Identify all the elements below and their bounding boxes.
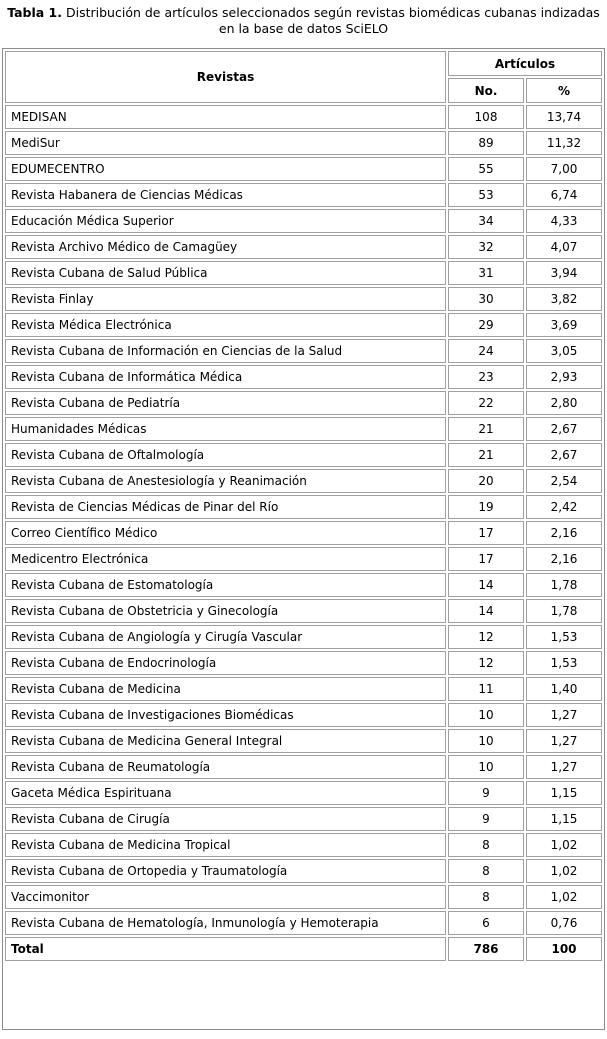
- table-row: [5, 625, 602, 649]
- cell-revista: Revista de Ciencias Médicas de Pinar del Río: [5, 495, 446, 519]
- cell-pct: 3,94: [526, 261, 602, 285]
- cell-no: 21: [448, 417, 524, 441]
- cell-no: 21: [448, 443, 524, 467]
- table-row: [5, 287, 602, 311]
- cell-revista: Medicentro Electrónica: [5, 547, 446, 571]
- cell-pct: 1,27: [526, 755, 602, 779]
- table-row: [5, 417, 602, 441]
- table-row: [5, 209, 602, 233]
- cell-revista: Revista Cubana de Pediatría: [5, 391, 446, 415]
- table-row: [5, 599, 602, 623]
- table-row: [5, 105, 602, 129]
- cell-revista: Revista Cubana de Reumatología: [5, 755, 446, 779]
- header-pct: %: [526, 78, 602, 103]
- cell-pct: 1,78: [526, 599, 602, 623]
- table-row: [5, 729, 602, 753]
- header-revistas: Revistas: [5, 51, 446, 103]
- cell-no: 22: [448, 391, 524, 415]
- total-row: [5, 937, 602, 961]
- table-row: [5, 521, 602, 545]
- cell-revista: Revista Cubana de Obstetricia y Ginecología: [5, 599, 446, 623]
- cell-pct: 1,53: [526, 651, 602, 675]
- table-row: [5, 469, 602, 493]
- table-row: [5, 833, 602, 857]
- cell-no: 8: [448, 833, 524, 857]
- cell-revista: Revista Cubana de Ortopedia y Traumatología: [5, 859, 446, 883]
- total-label: Total: [5, 937, 446, 961]
- cell-pct: 4,33: [526, 209, 602, 233]
- cell-revista: Revista Habanera de Ciencias Médicas: [5, 183, 446, 207]
- cell-no: 29: [448, 313, 524, 337]
- cell-no: 34: [448, 209, 524, 233]
- cell-pct: 4,07: [526, 235, 602, 259]
- table-row: [5, 911, 602, 935]
- cell-no: 30: [448, 287, 524, 311]
- cell-no: 10: [448, 703, 524, 727]
- cell-pct: 1,15: [526, 807, 602, 831]
- cell-revista: Revista Cubana de Oftalmología: [5, 443, 446, 467]
- table-row: [5, 703, 602, 727]
- total-pct: 100: [526, 937, 602, 961]
- table-row: [5, 443, 602, 467]
- cell-revista: Revista Cubana de Cirugía: [5, 807, 446, 831]
- table-row: [5, 885, 602, 909]
- cell-revista: Revista Cubana de Salud Pública: [5, 261, 446, 285]
- cell-revista: Revista Cubana de Estomatología: [5, 573, 446, 597]
- table-row: [5, 157, 602, 181]
- cell-pct: 1,02: [526, 833, 602, 857]
- cell-revista: Humanidades Médicas: [5, 417, 446, 441]
- cell-revista: Vaccimonitor: [5, 885, 446, 909]
- header-no: No.: [448, 78, 524, 103]
- cell-pct: 1,53: [526, 625, 602, 649]
- cell-revista: Revista Cubana de Anestesiología y Reanimación: [5, 469, 446, 493]
- cell-revista: Educación Médica Superior: [5, 209, 446, 233]
- table-row: [5, 235, 602, 259]
- cell-no: 108: [448, 105, 524, 129]
- cell-revista: Revista Cubana de Medicina General Integral: [5, 729, 446, 753]
- table-row: [5, 131, 602, 155]
- cell-no: 14: [448, 599, 524, 623]
- cell-pct: 2,67: [526, 417, 602, 441]
- cell-revista: Revista Cubana de Investigaciones Biomédicas: [5, 703, 446, 727]
- cell-pct: 2,67: [526, 443, 602, 467]
- cell-pct: 1,15: [526, 781, 602, 805]
- cell-revista: MediSur: [5, 131, 446, 155]
- cell-no: 8: [448, 859, 524, 883]
- table-row: [5, 755, 602, 779]
- cell-revista: Revista Médica Electrónica: [5, 313, 446, 337]
- cell-revista: Revista Cubana de Endocrinología: [5, 651, 446, 675]
- cell-no: 8: [448, 885, 524, 909]
- cell-pct: 1,02: [526, 885, 602, 909]
- cell-no: 24: [448, 339, 524, 363]
- cell-revista: Revista Cubana de Hematología, Inmunología y Hemoterapia: [5, 911, 446, 935]
- table-row: [5, 781, 602, 805]
- table-caption: [0, 0, 607, 43]
- cell-revista: Revista Cubana de Informática Médica: [5, 365, 446, 389]
- cell-pct: 13,74: [526, 105, 602, 129]
- cell-no: 19: [448, 495, 524, 519]
- cell-pct: 3,05: [526, 339, 602, 363]
- table-row: [5, 573, 602, 597]
- cell-pct: 1,27: [526, 703, 602, 727]
- cell-revista: Correo Científico Médico: [5, 521, 446, 545]
- cell-revista: Revista Finlay: [5, 287, 446, 311]
- cell-no: 10: [448, 755, 524, 779]
- cell-no: 53: [448, 183, 524, 207]
- cell-no: 14: [448, 573, 524, 597]
- table-row: [5, 807, 602, 831]
- cell-pct: 3,82: [526, 287, 602, 311]
- cell-no: 6: [448, 911, 524, 935]
- table-row: [5, 183, 602, 207]
- table-row: [5, 859, 602, 883]
- cell-revista: Revista Cubana de Medicina Tropical: [5, 833, 446, 857]
- table-row: [5, 313, 602, 337]
- caption-label: Tabla 1.: [7, 5, 63, 20]
- cell-revista: Gaceta Médica Espirituana: [5, 781, 446, 805]
- cell-no: 12: [448, 651, 524, 675]
- cell-no: 55: [448, 157, 524, 181]
- cell-pct: 2,54: [526, 469, 602, 493]
- cell-pct: 1,02: [526, 859, 602, 883]
- cell-no: 31: [448, 261, 524, 285]
- cell-pct: 2,42: [526, 495, 602, 519]
- table-row: [5, 365, 602, 389]
- cell-revista: Revista Cubana de Información en Ciencias de la Salud: [5, 339, 446, 363]
- cell-no: 32: [448, 235, 524, 259]
- cell-pct: 1,78: [526, 573, 602, 597]
- cell-no: 10: [448, 729, 524, 753]
- cell-pct: 7,00: [526, 157, 602, 181]
- cell-revista: Revista Cubana de Medicina: [5, 677, 446, 701]
- cell-no: 23: [448, 365, 524, 389]
- cell-pct: 2,93: [526, 365, 602, 389]
- cell-pct: 0,76: [526, 911, 602, 935]
- caption-text: Distribución de artículos seleccionados según revistas biomédicas cubanas indizadas en la base de datos SciELO: [62, 5, 600, 36]
- cell-pct: 2,16: [526, 547, 602, 571]
- cell-pct: 1,27: [526, 729, 602, 753]
- table-row: [5, 339, 602, 363]
- cell-revista: Revista Cubana de Angiología y Cirugía Vascular: [5, 625, 446, 649]
- table-row: [5, 547, 602, 571]
- cell-pct: 2,80: [526, 391, 602, 415]
- table-row: [5, 651, 602, 675]
- table-row: [5, 391, 602, 415]
- cell-pct: 3,69: [526, 313, 602, 337]
- cell-revista: Revista Archivo Médico de Camagüey: [5, 235, 446, 259]
- cell-no: 11: [448, 677, 524, 701]
- cell-pct: 11,32: [526, 131, 602, 155]
- cell-no: 17: [448, 521, 524, 545]
- total-no: 786: [448, 937, 524, 961]
- cell-no: 9: [448, 807, 524, 831]
- cell-revista: MEDISAN: [5, 105, 446, 129]
- cell-pct: 6,74: [526, 183, 602, 207]
- header-articulos: Artículos: [448, 51, 602, 76]
- table-row: [5, 677, 602, 701]
- cell-no: 12: [448, 625, 524, 649]
- cell-no: 89: [448, 131, 524, 155]
- cell-pct: 1,40: [526, 677, 602, 701]
- cell-no: 20: [448, 469, 524, 493]
- cell-no: 17: [448, 547, 524, 571]
- cell-pct: 2,16: [526, 521, 602, 545]
- cell-no: 9: [448, 781, 524, 805]
- data-table: [3, 49, 604, 963]
- table-row: [5, 261, 602, 285]
- cell-revista: EDUMECENTRO: [5, 157, 446, 181]
- data-table-frame: [2, 48, 605, 1030]
- table-row: [5, 495, 602, 519]
